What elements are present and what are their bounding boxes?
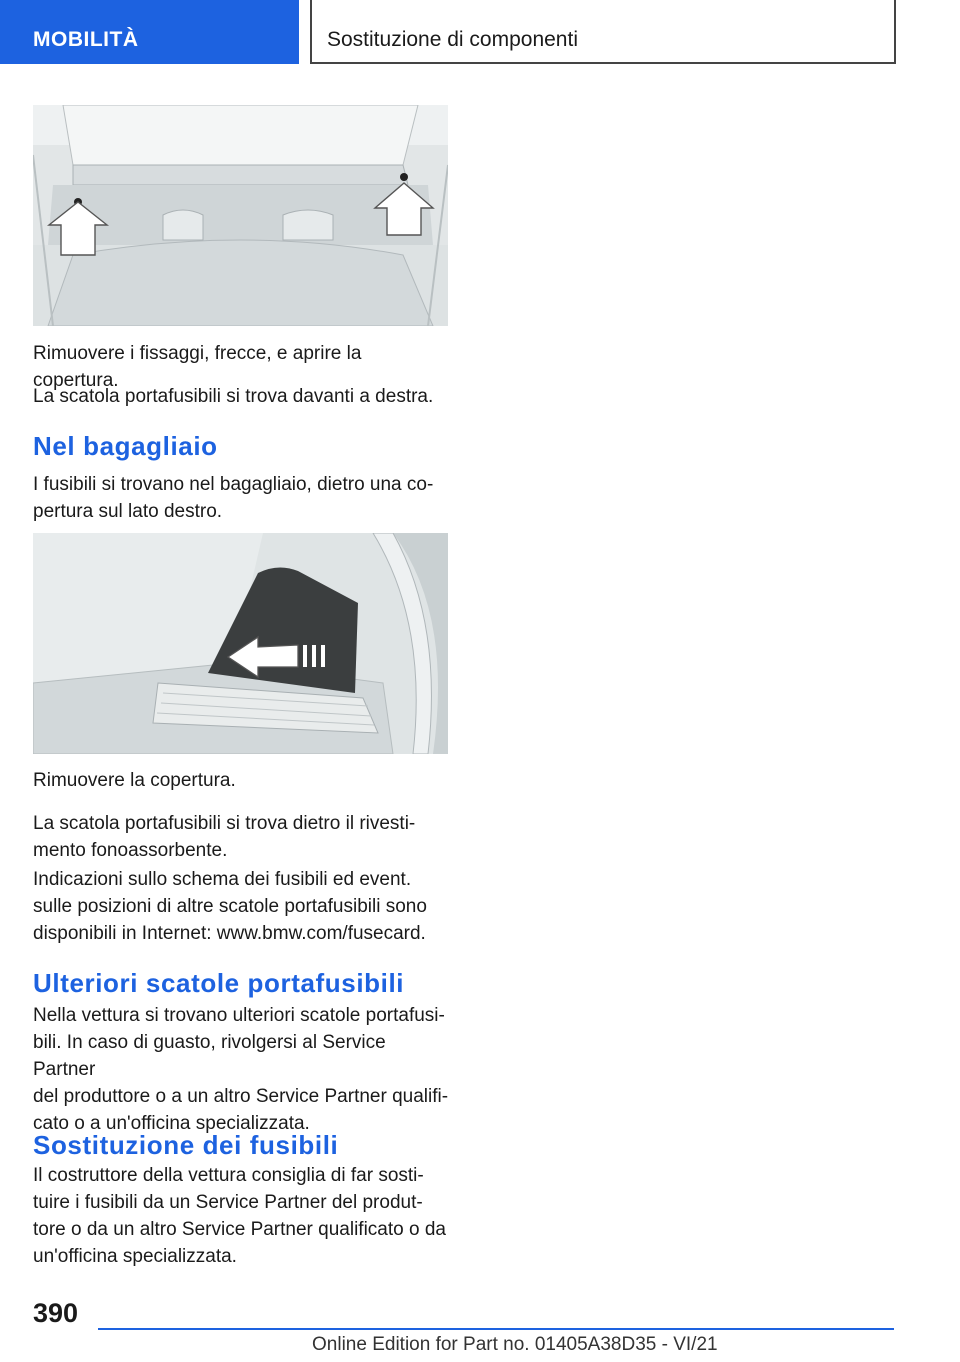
section-body: Il costruttore della vettura consiglia di far sosti- tuire i fusibili da un Service Partner del produt- tore o da un altro Service Partner qualificato o da un'officina specializzata. — [33, 1165, 446, 1267]
figure1-caption: Rimuovere i fissaggi, frecce, e aprire la copertura. — [33, 343, 362, 391]
footer-edition: Online Edition for Part no. 01405A38D35 - VI/21 — [312, 1334, 718, 1355]
section-heading: Ulteriori scatole portafusibili — [33, 968, 405, 998]
section-body: Nella vettura si trovano ulteriori scatole portafusi- bili. In caso di guasto, rivolgersi al Service Partner del produttore o a un altro Service Partner qualifi- cato o a un'officina specializzata. — [33, 1005, 449, 1134]
page-number: 390 — [33, 1298, 79, 1328]
chapter-title: Sostituzione di componenti — [310, 0, 896, 64]
paragraph: La scatola portafusibili si trova davanti a destra. — [33, 386, 434, 407]
footer-rule — [98, 1328, 894, 1330]
section-heading: Nel bagagliaio — [33, 431, 218, 461]
figure2-caption: Rimuovere la copertura. — [33, 770, 236, 791]
section-heading: Sostituzione dei fusibili — [33, 1130, 339, 1160]
trunk-cover-illustration — [33, 533, 448, 754]
paragraph: La scatola portafusibili si trova dietro il rivesti- mento fonoassorbente. — [33, 813, 416, 861]
section-tab: MOBILITÀ — [0, 0, 299, 64]
section-body: I fusibili si trovano nel bagagliaio, dietro una co- pertura sul lato destro. — [33, 474, 434, 522]
cover-fasteners-illustration — [33, 105, 448, 326]
paragraph: Indicazioni sullo schema dei fusibili ed event. sulle posizioni di altre scatole portafusibili sono disponibili in Internet: www.bmw.com/fusecard. — [33, 869, 427, 944]
